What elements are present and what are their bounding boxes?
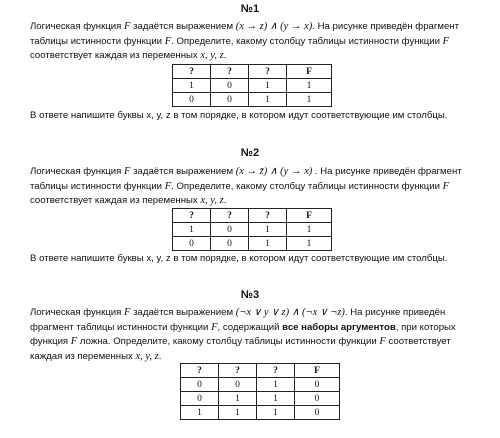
table-cell: 1: [218, 392, 256, 406]
table-cell: 1: [248, 223, 286, 237]
table-cell: 0: [173, 93, 211, 107]
table-cell: 1: [286, 93, 331, 107]
table-cell: 1: [248, 93, 286, 107]
task3-text: , содержащий: [217, 321, 283, 333]
task3-truth-table: [180, 363, 340, 420]
table-cell: 0: [210, 79, 248, 93]
table-cell: 0: [210, 223, 248, 237]
task2-text: соответствует каждая из переменных: [30, 195, 201, 206]
task1-text: . Определите, какому столбцу таблицы истинности функции: [171, 35, 443, 47]
task3-text: , при которых функция: [30, 321, 456, 347]
task1-statement: Логическая функция F задаётся выражением (x → z) ∧ (y → x). На рисунке приведён фрагмент таблицы истинности функции F. Определите, какому столбцу таблицы истинности функции F соответствует каждая из переменных x, y, z.: [30, 21, 459, 61]
task1-text: Логическая функция: [30, 21, 125, 32]
table-cell: F: [286, 209, 331, 223]
table-row: [173, 223, 332, 237]
task3-fvar: F: [211, 321, 218, 333]
task2-text: задаётся выражением: [130, 166, 236, 177]
task2-text: Логическая функция: [30, 166, 125, 177]
task2-fvar: F: [124, 166, 131, 177]
task1-truth-table: [172, 64, 332, 107]
table-cell: 0: [210, 237, 248, 251]
task3-heading: №3: [240, 289, 260, 301]
table-cell: F: [294, 364, 339, 378]
table-cell: F: [286, 65, 331, 79]
task3-formula: (¬x ∨ y ∨ z) ∧ (¬x ∨ ¬z): [235, 307, 345, 318]
task3-fvar: F: [124, 307, 131, 318]
task2-vars: x, y, z: [200, 195, 224, 206]
task3-text: . На рисунке приведён фрагмент таблицы истинности функции: [30, 307, 446, 333]
table-cell: 1: [256, 378, 294, 392]
task1-text: соответствует каждая из переменных: [30, 50, 201, 61]
table-cell: 0: [294, 406, 339, 420]
task1-fvar: F: [164, 35, 172, 47]
table-cell: 0: [210, 93, 248, 107]
table-row: [173, 79, 332, 93]
table-cell: ?: [210, 209, 248, 223]
table-cell: ?: [173, 65, 211, 79]
task3-text: соответствует каждая из переменных: [30, 336, 451, 362]
task2-truth-table: [172, 208, 332, 251]
task3-text: задаётся выражением: [130, 307, 236, 318]
table-cell: 1: [256, 406, 294, 420]
table-cell: 1: [173, 223, 211, 237]
table-cell: ?: [173, 209, 211, 223]
task2-formula: (x → z̄) ∧ (y → x): [235, 166, 313, 177]
table-cell: 0: [218, 378, 256, 392]
table-row: [181, 378, 340, 392]
table-header-row: [173, 65, 332, 79]
table-row: [181, 406, 340, 420]
task3-vars: x, y, z: [135, 350, 159, 362]
table-row: [173, 237, 332, 251]
task1-text: . На рисунке приведён фрагмент таблицы истинности функции: [30, 21, 459, 47]
table-row: [181, 392, 340, 406]
table-cell: 1: [218, 406, 256, 420]
task3-fvar: F: [379, 336, 386, 347]
task1-text: задаётся выражением: [130, 21, 236, 32]
task2-fvar: F: [442, 180, 450, 192]
task2-text: . На рисунке приведён фрагмент таблицы истинности функции: [30, 166, 462, 192]
task3-statement: Логическая функция F задаётся выражением (¬x ∨ y ∨ z) ∧ (¬x ∨ ¬z). На рисунке приведён фрагмент таблицы истинности функции F, содержащий все наборы аргументов, при которых функция F ложна. Определите, какому столбцу таблицы истинности функции F соответствует каждая из переменных x, y, z.: [30, 307, 456, 362]
task2-text: . Определите, какому столбцу таблицы истинности функции: [171, 180, 443, 192]
table-cell: 0: [181, 378, 219, 392]
table-header-row: [173, 209, 332, 223]
task2-heading: №2: [240, 147, 260, 159]
task2-statement: Логическая функция F задаётся выражением (x → z̄) ∧ (y → x) . На рисунке приведён фрагмент таблицы истинности функции F. Определите, какому столбцу таблицы истинности функции F соответствует каждая из переменных x, y, z.: [30, 166, 462, 206]
table-cell: ?: [248, 209, 286, 223]
task1-formula: (x → z) ∧ (y → x): [235, 21, 313, 32]
table-cell: 1: [173, 79, 211, 93]
table-cell: 0: [294, 392, 339, 406]
table-cell: 0: [173, 237, 211, 251]
table-cell: 1: [286, 237, 331, 251]
table-cell: 1: [256, 392, 294, 406]
task3-fvar: F: [70, 336, 78, 347]
table-cell: 1: [181, 406, 219, 420]
table-cell: ?: [248, 65, 286, 79]
task1-heading: №1: [240, 3, 260, 15]
task1-vars: x, y, z: [200, 50, 224, 61]
table-cell: ?: [181, 364, 219, 378]
table-cell: ?: [218, 364, 256, 378]
task1-answer-instruction: В ответе напишите буквы x, y, z в том порядке, в котором идут соответствующие им столбцы.: [30, 110, 448, 121]
table-row: [173, 93, 332, 107]
task3-bold-phrase: все наборы аргументов: [282, 321, 396, 333]
table-cell: 0: [294, 378, 339, 392]
task1-fvar: F: [442, 35, 450, 47]
task3-text: ложна. Определите, какому столбцу таблицы истинности функции: [77, 336, 380, 347]
table-cell: 1: [248, 79, 286, 93]
table-header-row: [181, 364, 340, 378]
table-cell: 1: [286, 79, 331, 93]
table-cell: 1: [286, 223, 331, 237]
table-cell: ?: [210, 65, 248, 79]
task1-fvar: F: [124, 21, 131, 32]
table-cell: 0: [181, 392, 219, 406]
task2-answer-instruction: В ответе напишите буквы x, y, z в том порядке, в котором идут соответствующие им столбцы.: [30, 253, 448, 264]
table-cell: 1: [248, 237, 286, 251]
table-cell: ?: [256, 364, 294, 378]
task2-fvar: F: [164, 180, 172, 192]
task3-text: Логическая функция: [30, 307, 125, 318]
